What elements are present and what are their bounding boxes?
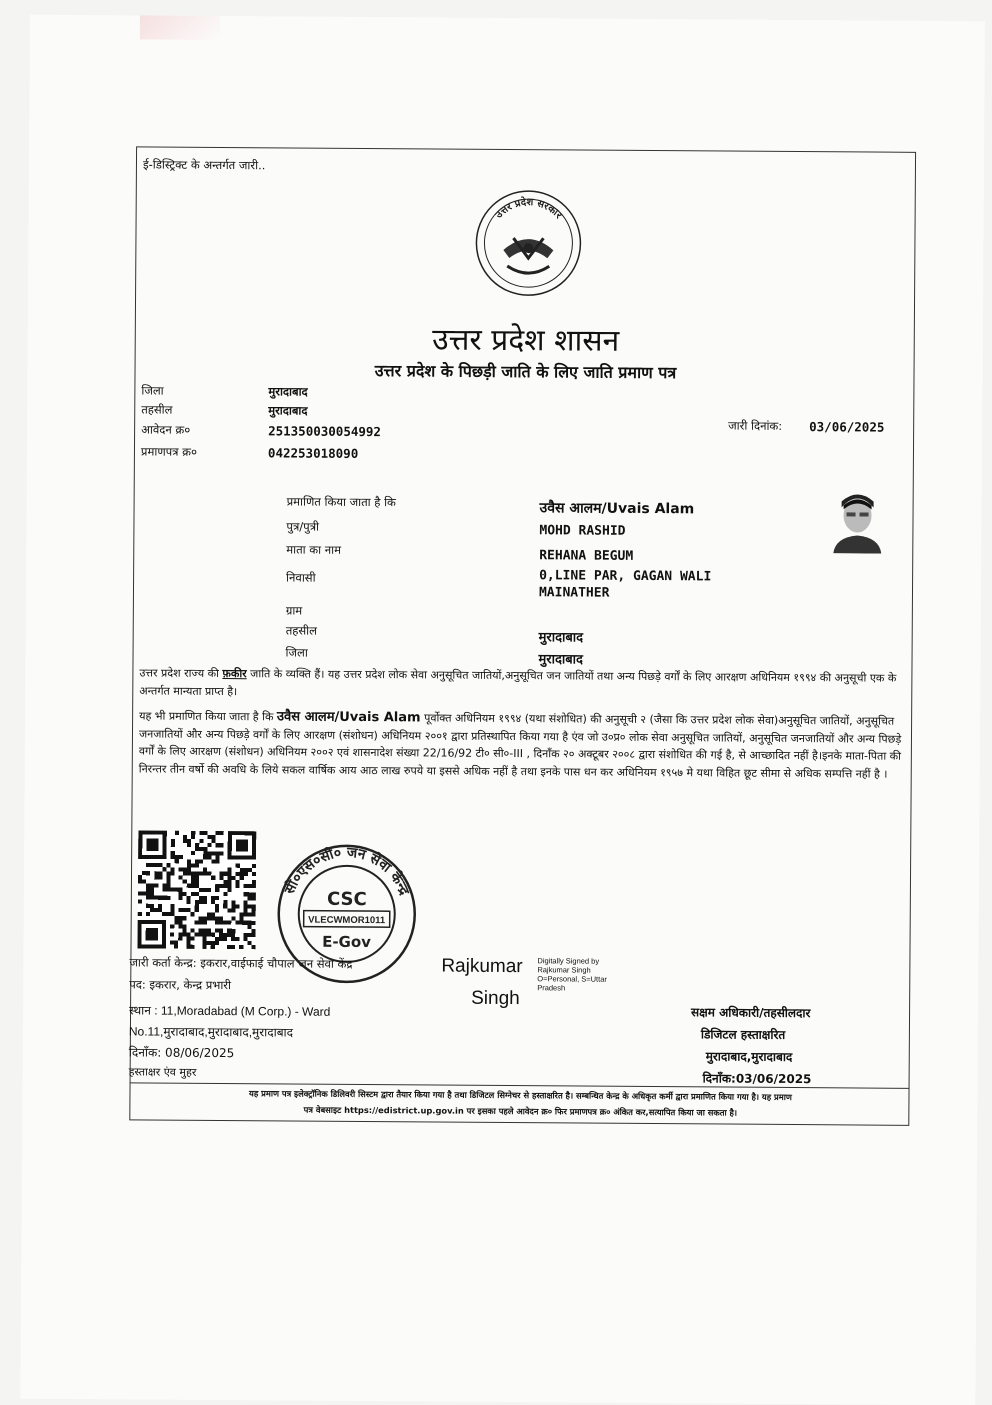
resident-label: निवासी (286, 570, 316, 585)
resident-address-line2: MAINATHER (538, 585, 610, 601)
stamp-code: VLECWMOR1011 (308, 914, 386, 927)
header-note: ई-डिस्ट्रिक्ट के अन्तर्गत जारी.. (142, 157, 266, 173)
page-subtitle: उत्तर प्रदेश के पिछड़ी जाति के लिए जाति प्रमाण पत्र (374, 361, 677, 383)
parent-name: MOHD RASHID (539, 523, 626, 539)
issue-date-value: 03/06/2025 (809, 419, 885, 435)
tehsil-label: तहसील (141, 402, 173, 417)
issuer-place-line2: No.11,मुरादाबाद,मुरादाबाद,मुरादाबाद (128, 1024, 294, 1040)
signer-last-name: Singh (471, 987, 520, 1010)
svg-text:उत्तर प्रदेश सरकार (493, 195, 565, 222)
issuer-post: पद: इकरार, केन्द्र प्रभारी (129, 977, 232, 993)
issuer-centre: जारी कर्ता केन्द्र: इकरार,वाईफाई चौपाल जन सेवा केंद्र (129, 955, 353, 971)
digital-signature-info: Digitally Signed by Rajkumar Singh O=Personal, S=Uttar Pradesh (537, 956, 607, 993)
up-government-emblem (473, 188, 584, 299)
district-detail-value: मुरादाबाद (538, 652, 583, 668)
application-number: 251350030054992 (268, 423, 382, 440)
holder-photo (827, 487, 887, 553)
certificate-frame (129, 146, 916, 1125)
eligibility-paragraph: यह भी प्रमाणित किया जाता है कि उवैस आलम/Uvais Alam पूर्वोक्त अधिनियम १९९४ (यथा संशोधित) की अनुसूची २ (जैसा कि उत्तर प्रदेश लोक सेवा)अनुसूचित जातियों, अनुसूचित जनजातियों और अन्य पिछड़े वर्गों के लिए आरक्षण (संशोधन) अधिनियम २००१ द्वारा प्रतिस्थापित किया गया है एंव जो उ०प्र० लोक सेवा अनुसूचित जातियों, अनुसूचित जनजातियों और अन्य पिछड़े वर्गों के लिए आरक्षण (संशोधन) अधिनियम २००२ एवं शासनादेश संख्या 22/16/92 टी० सी०-III , दिनाँक २० अक्टूबर २००८ द्वारा संशोधित की गई है, से आच्छादित नहीं है।इनके माता-पिता की निरन्तर तीन वर्षो की अवधि के लिये सकल वार्षिक आय आठ लाख रुपये या इससे अधिक नहीं है तथा इनके पास धन कर अधिनियम १९५७ मे यथा विहित छूट सीमा से अधिक सम्पत्ति नहीं है । (138, 709, 902, 781)
footer-note-line1: यह प्रमाण पत्र इलेक्ट्रॉनिक डिलिवरी सिस्टम द्वारा तैयार किया गया है तथा डिजिटल सिग्नेचर से हस्ताक्षरित है। सम्बन्धित केन्द्र के अधिकृत कर्मी द्वारा प्रमाणित किया गया है। यह प्रमाण (249, 1088, 792, 1103)
authority-place: मुरादाबाद,मुरादाबाद (705, 1049, 793, 1065)
certificate-number: 042253018090 (267, 445, 359, 461)
authority-title: सक्षम अधिकारी/तहसीलदार (691, 1005, 811, 1021)
caste-paragraph: उत्तर प्रदेश राज्य की फ़कीर जाति के व्यक्ति हैं। यह उत्तर प्रदेश लोक सेवा अनुसूचित जातियों,अनुसूचित जन जातियों तथा अन्य पिछड़े वर्गों के लिए आरक्षण अधिनियम १९९४ की अनुसूची एक के अन्तर्गत मान्यता प्राप्त है। (139, 666, 897, 698)
certificate-label: प्रमाणपत्र क्र० (140, 444, 198, 459)
tehsil-value: मुरादाबाद (268, 403, 308, 418)
footer-note-line2: पत्र वेबसाइट https://edistrict.up.gov.in पर इसका पहले आवेदन क्र० फिर प्रमाणपत्र क्र० अंकित कर,सत्यापित किया जा सकता है। (303, 1104, 738, 1118)
issuer-sign-seal: हस्ताक्षर एंव मुहर (128, 1065, 197, 1079)
authority-digital: डिजिटल हस्ताक्षरित (700, 1027, 786, 1042)
emblem-text: उत्तर प्रदेश सरकार (493, 197, 564, 222)
issuer-place-line1: स्थान : 11,Moradabad (M Corp.) - Ward (129, 1003, 331, 1019)
district-label: जिला (141, 383, 164, 398)
paper-sheet (20, 15, 985, 1405)
tehsil-detail-value: मुरादाबाद (538, 630, 584, 646)
certified-label: प्रमाणित किया जाता है कि (286, 494, 396, 510)
district-detail-label: जिला (285, 645, 308, 660)
stamp-csc: CSC (326, 888, 367, 911)
stamp-egov: E-Gov (322, 932, 372, 952)
application-label: आवेदन क्र० (141, 422, 191, 437)
authority-date: दिनाँक:03/06/2025 (702, 1071, 812, 1087)
village-label: ग्राम (285, 603, 303, 618)
signer-first-name: Rajkumar (441, 955, 523, 978)
district-value: मुरादाबाद (268, 384, 308, 399)
holder-name: उवैस आलम/Uvais Alam (539, 500, 695, 518)
issuer-date: दिनाँक: 08/06/2025 (128, 1045, 235, 1061)
resident-address-line1: 0,LINE PAR, GAGAN WALI (539, 568, 712, 585)
issue-date-label: जारी दिनांक: (728, 418, 783, 433)
qr-code (137, 830, 256, 949)
parent-label: पुत्र/पुत्री (286, 519, 320, 534)
paper-fold (140, 15, 220, 40)
mother-label: माता का नाम (286, 542, 342, 557)
eligibility-holder-name: उवैस आलम/Uvais Alam (276, 709, 421, 726)
caste-name: फ़कीर (222, 667, 247, 681)
tehsil-detail-label: तहसील (285, 623, 317, 638)
page-title: उत्तर प्रदेश शासन (432, 322, 620, 359)
stamp-outer-text: सी०एस०सी० जन सेवा केन्द्र (281, 844, 413, 898)
mother-name: REHANA BEGUM (539, 548, 634, 564)
